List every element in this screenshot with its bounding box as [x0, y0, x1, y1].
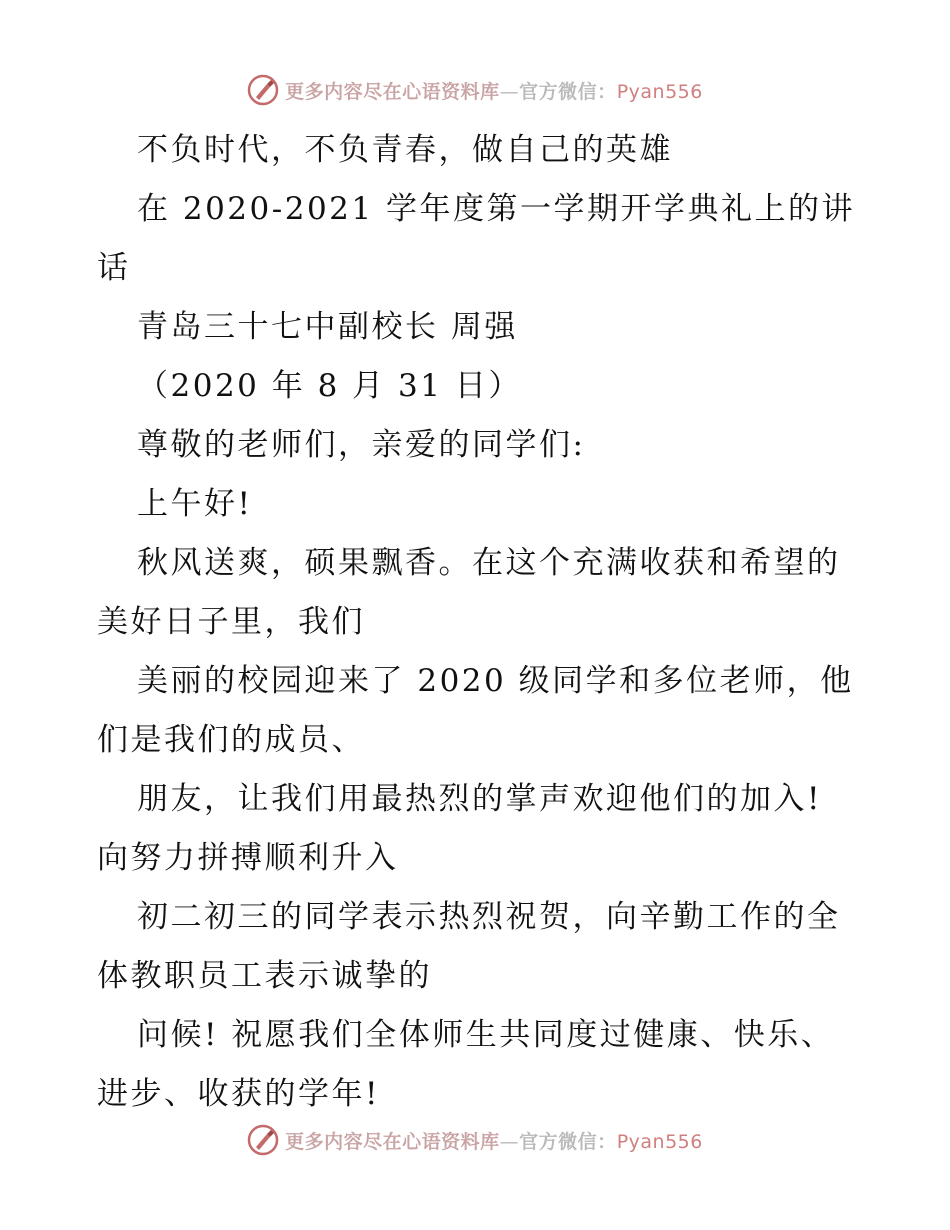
text-line: 初二初三的同学表示热烈祝贺，向辛勤工作的全: [137, 899, 841, 935]
text-line: 美丽的校园迎来了 2020 级同学和多位老师，他: [137, 663, 854, 699]
text-line: 问候! 祝愿我们全体师生共同度过健康、快乐、: [137, 1017, 835, 1053]
watermark-main-text: 更多内容尽在心语资料库: [285, 1130, 500, 1153]
watermark-dash: —: [499, 1130, 520, 1153]
text-line: 美好日子里，我们: [97, 604, 365, 640]
watermark-text: [285, 77, 703, 104]
text-line: 体教职员工表示诚挚的: [97, 958, 432, 994]
watermark-banner-bottom: [0, 1120, 950, 1160]
watermark-main-text: 更多内容尽在心语资料库: [285, 80, 500, 103]
watermark-wechat-label: 官方微信：: [519, 1130, 617, 1153]
pen-nib-logo-icon: [247, 74, 279, 106]
watermark-dash: —: [499, 80, 520, 103]
text-line: 进步、收获的学年!: [97, 1076, 380, 1112]
text-line: 上午好!: [137, 486, 253, 522]
watermark-text: [285, 1127, 703, 1154]
document-body: [97, 121, 857, 1124]
text-line: （2020 年 8 月 31 日）: [137, 368, 522, 404]
text-line: 话: [97, 250, 131, 286]
text-line: 们是我们的成员、: [97, 722, 365, 758]
text-line: 向努力拼搏顺利升入: [97, 840, 399, 876]
watermark-banner-top: [0, 70, 950, 110]
text-line: 不负时代，不负青春，做自己的英雄: [137, 132, 673, 168]
text-line: 秋风送爽，硕果飘香。在这个充满收获和希望的: [137, 545, 841, 581]
text-line: 青岛三十七中副校长 周强: [137, 309, 518, 345]
pen-nib-logo-icon: [247, 1124, 279, 1156]
watermark-wechat-id: Pyan556: [616, 1130, 703, 1153]
text-line: 尊敬的老师们，亲爱的同学们:: [137, 427, 586, 463]
text-line: 在 2020-2021 学年度第一学期开学典礼上的讲: [137, 191, 855, 227]
watermark-wechat-label: 官方微信：: [519, 80, 617, 103]
watermark-wechat-id: Pyan556: [616, 80, 703, 103]
text-line: 朋友，让我们用最热烈的掌声欢迎他们的加入!: [137, 781, 822, 817]
